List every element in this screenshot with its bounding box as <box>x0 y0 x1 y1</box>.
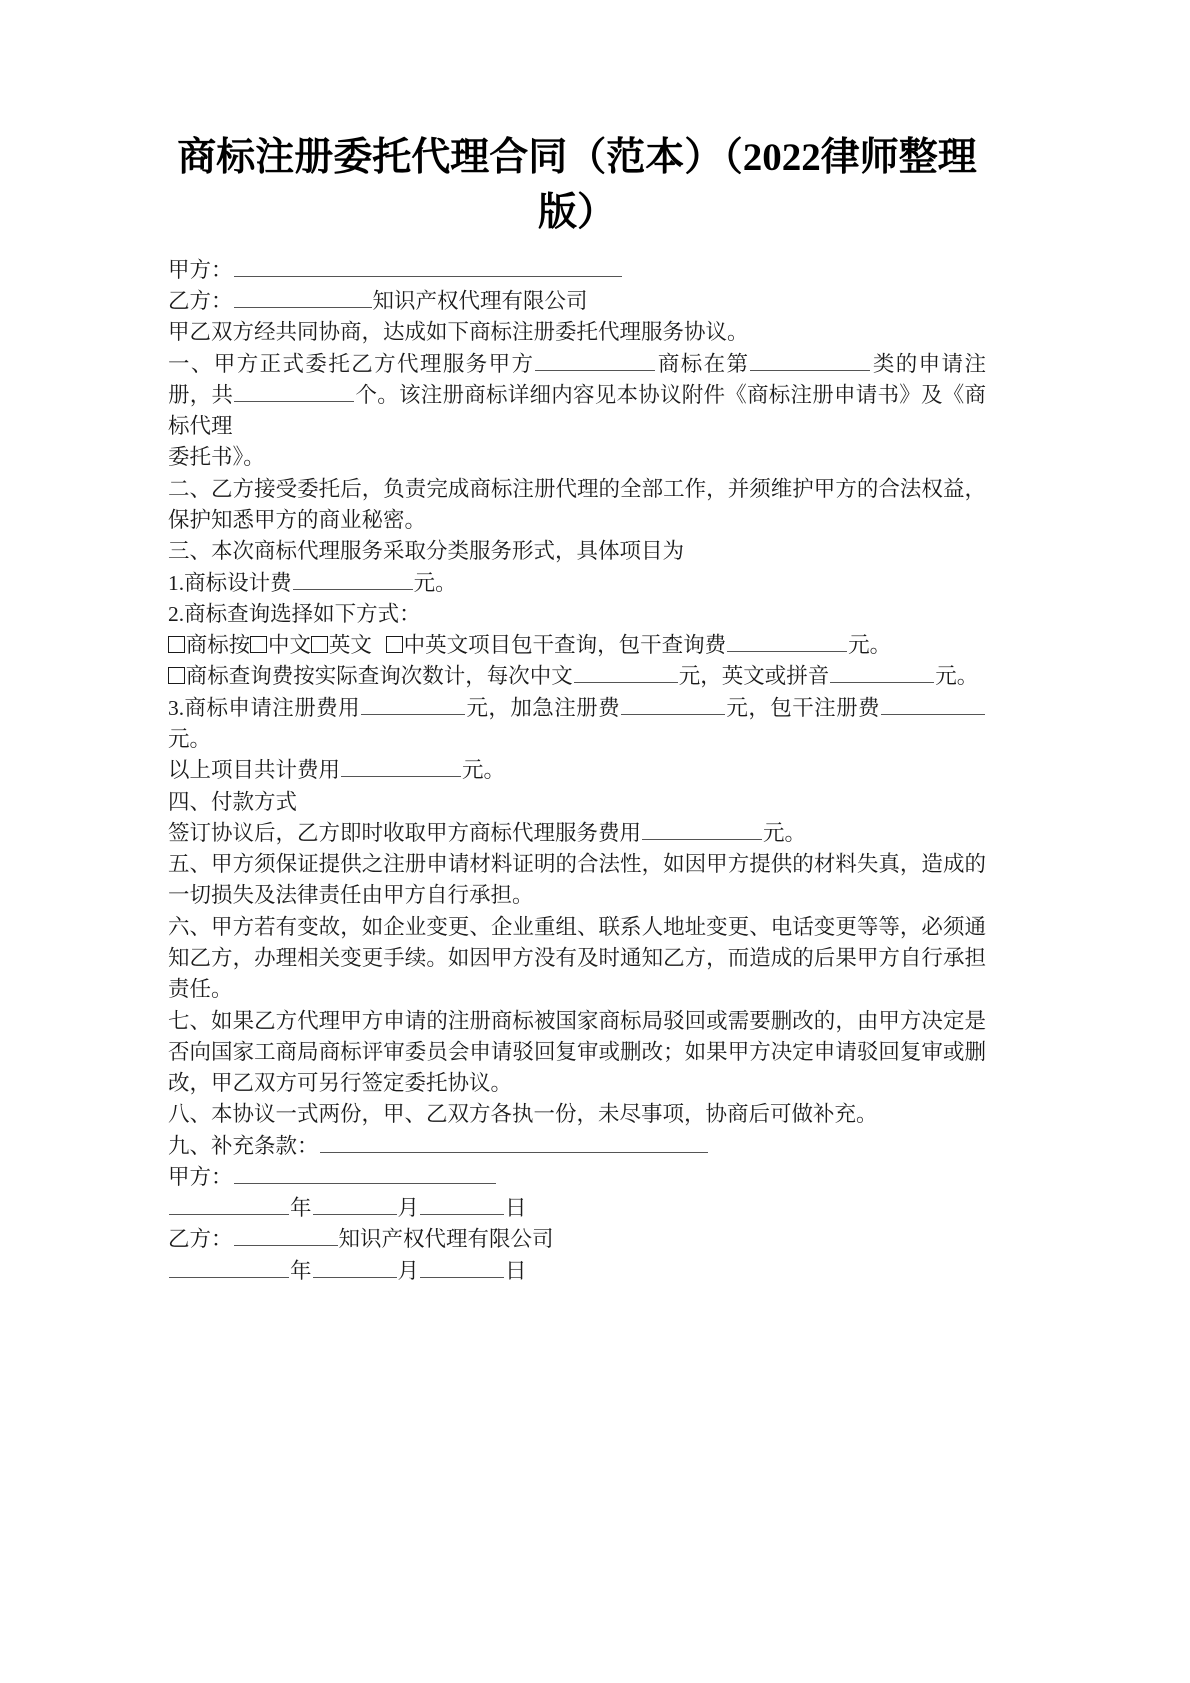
clause-three-item-1 <box>168 568 986 599</box>
total-fee-label: 以上项目共计费用 <box>168 758 341 783</box>
party-b-day-blank[interactable] <box>420 1256 504 1277</box>
service-fee-label: 签订协议后，乙方即时收取甲方商标代理服务费用 <box>168 820 642 845</box>
service-fee-unit: 元。 <box>763 820 807 845</box>
rush-fee-label: 元，加急注册费 <box>466 695 620 720</box>
search-option-a-text-2: 中文 <box>268 633 312 658</box>
clause-one-paragraph <box>168 349 986 443</box>
page-title-line-1: 商标注册委托代理合同（范本）（2022律师整 <box>177 136 938 179</box>
party-b-year-blank[interactable] <box>169 1256 289 1277</box>
party-b-line <box>168 286 986 317</box>
document-body <box>168 255 986 1287</box>
checkbox-icon-chinese[interactable] <box>250 636 267 653</box>
signature-party-b-company: 知识产权代理有限公司 <box>338 1227 554 1252</box>
party-a-line <box>168 255 986 286</box>
document-content <box>168 130 986 1287</box>
checkbox-icon-bilingual-flat-fee[interactable] <box>386 636 403 653</box>
clause-two-paragraph: 二、乙方接受委托后，负责完成商标注册代理的全部工作，并须维护甲方的合法权益，保护知悉甲方的商业秘密。 <box>168 476 986 532</box>
signature-party-a-label: 甲方： <box>168 1164 233 1189</box>
registration-fee-label: 3.商标申请注册费用 <box>168 695 361 720</box>
party-b-suffix: 知识产权代理有限公司 <box>372 289 588 314</box>
search-option-a-text-3: 英文 <box>328 633 372 658</box>
supplementary-terms-blank[interactable] <box>320 1131 708 1152</box>
party-a-month-blank[interactable] <box>313 1194 397 1215</box>
party-b-day-label: 日 <box>505 1258 527 1283</box>
clause-three-total <box>168 755 986 786</box>
party-b-label: 乙方： <box>168 289 233 314</box>
clause-three-heading: 三、本次商标代理服务采取分类服务形式，具体项目为 <box>168 539 685 564</box>
search-option-a-text-1: 商标按 <box>185 633 251 658</box>
signature-party-b-line <box>168 1224 986 1255</box>
signature-party-b-blank[interactable] <box>234 1225 338 1246</box>
party-a-year-blank[interactable] <box>169 1194 289 1215</box>
total-fee-blank[interactable] <box>341 756 461 777</box>
signature-party-b-label: 乙方： <box>168 1227 233 1252</box>
party-b-year-label: 年 <box>290 1258 312 1283</box>
signature-party-a-date-line <box>168 1193 986 1224</box>
party-a-month-label: 月 <box>397 1196 420 1221</box>
party-a-blank[interactable] <box>234 255 622 276</box>
clause-one-blank-count[interactable] <box>234 380 354 401</box>
flat-search-fee-blank[interactable] <box>727 631 847 652</box>
checkbox-icon-per-search[interactable] <box>168 667 185 684</box>
clause-one-text-1: 一、甲方正式委托乙方代理服务甲方 <box>168 351 535 376</box>
signature-party-b-date-line <box>168 1256 986 1287</box>
clause-seven-paragraph: 七、如果乙方代理甲方申请的注册商标被国家商标局驳回或需要删改的，由甲方决定是否向国家工商局商标评审委员会申请驳回复审或删改；如果甲方决定申请驳回复审或删改，甲乙双方可另行签定委托协议。 <box>168 1008 986 1096</box>
party-a-day-blank[interactable] <box>420 1194 504 1215</box>
clause-one-continued: 委托书》。 <box>168 445 265 470</box>
signature-party-a-line <box>168 1162 986 1193</box>
design-fee-unit: 元。 <box>413 570 457 595</box>
clause-nine-paragraph <box>168 1131 986 1162</box>
search-option-b-text-2: 元，英文或拼音 <box>678 664 830 689</box>
total-fee-unit: 元。 <box>462 758 506 783</box>
search-option-a-text-4: 中英文项目包干查询，包干查询费 <box>403 633 727 658</box>
flat-registration-fee-label: 元，包干注册费 <box>726 695 880 720</box>
checkbox-icon-trademark-by[interactable] <box>168 636 185 653</box>
search-option-b-text-1: 商标查询费按实际查询次数计，每次中文 <box>185 664 573 689</box>
clause-one-blank-trademark[interactable] <box>535 349 655 370</box>
clause-one-text-4: 共 <box>211 382 234 407</box>
clause-four-body <box>168 818 986 849</box>
service-fee-blank[interactable] <box>642 818 762 839</box>
page-title <box>168 130 986 241</box>
party-a-day-label: 日 <box>505 1196 527 1221</box>
search-option-a-line <box>168 630 986 661</box>
party-b-blank[interactable] <box>234 287 372 308</box>
design-fee-blank[interactable] <box>293 568 413 589</box>
party-b-month-blank[interactable] <box>313 1256 397 1277</box>
supplementary-terms-label: 九、补充条款： <box>168 1133 319 1158</box>
signature-block <box>168 1162 986 1287</box>
signature-party-a-blank[interactable] <box>234 1162 496 1183</box>
registration-fee-blank[interactable] <box>361 693 465 714</box>
clause-three-item-2-heading: 2.商标查询选择如下方式： <box>168 601 421 626</box>
clause-eight-paragraph: 八、本协议一式两份，甲、乙双方各执一份，未尽事项，协商后可做补充。 <box>168 1102 878 1127</box>
search-option-b-line <box>168 661 986 692</box>
chinese-search-fee-blank[interactable] <box>574 662 678 683</box>
party-b-month-label: 月 <box>397 1258 420 1283</box>
clause-one-text-3: 类的申请注册， <box>168 351 986 407</box>
flat-registration-fee-blank[interactable] <box>881 693 985 714</box>
party-a-label: 甲方： <box>168 257 233 282</box>
clause-one-blank-class[interactable] <box>750 349 870 370</box>
party-a-year-label: 年 <box>290 1196 312 1221</box>
design-fee-label: 1.商标设计费 <box>168 570 292 595</box>
clause-one-text-5: 个。该注册商标详细内容见本协议附件《商标注册申请书》及《商标代理 <box>168 382 986 439</box>
clause-three-item-3 <box>168 693 986 756</box>
search-option-b-text-3: 元。 <box>935 664 979 689</box>
checkbox-icon-english[interactable] <box>311 636 328 653</box>
english-search-fee-blank[interactable] <box>830 662 934 683</box>
rush-fee-blank[interactable] <box>621 693 725 714</box>
clause-one-text-2: 商标在第 <box>656 351 750 376</box>
registration-fee-unit: 元。 <box>168 726 212 751</box>
clause-six-paragraph: 六、甲方若有变故，如企业变更、企业重组、联系人地址变更、电话变更等等，必须通知乙方，办理相关变更手续。如因甲方没有及时通知乙方，而造成的后果甲方自行承担责任。 <box>168 914 986 1002</box>
clause-four-heading: 四、付款方式 <box>168 789 298 814</box>
preamble-paragraph: 甲乙双方经共同协商，达成如下商标注册委托代理服务协议。 <box>168 320 749 345</box>
clause-five-paragraph: 五、甲方须保证提供之注册申请材料证明的合法性，如因甲方提供的材料失真，造成的一切损失及法律责任由甲方自行承担。 <box>168 852 986 908</box>
page-title-line-2: 理版） <box>537 136 977 235</box>
search-option-a-text-5: 元。 <box>848 633 892 658</box>
